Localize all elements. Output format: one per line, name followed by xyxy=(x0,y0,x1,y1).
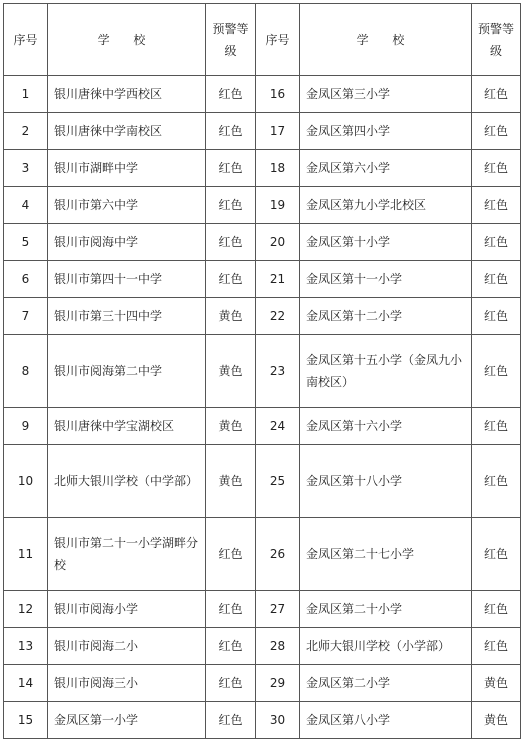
cell-school: 银川市第三十四中学 xyxy=(48,298,206,335)
table-row xyxy=(4,335,521,408)
cell-school: 金凤区第四小学 xyxy=(300,113,472,150)
table-row xyxy=(4,665,521,702)
cell-seq: 21 xyxy=(256,261,300,298)
cell-seq: 23 xyxy=(256,335,300,408)
cell-level: 红色 xyxy=(206,150,256,187)
cell-level: 红色 xyxy=(472,76,521,113)
header-level-right: 预警等级 xyxy=(472,4,521,76)
cell-school: 银川市阅海二小 xyxy=(48,628,206,665)
cell-level: 红色 xyxy=(206,591,256,628)
cell-seq: 7 xyxy=(4,298,48,335)
table-row xyxy=(4,113,521,150)
table-row xyxy=(4,298,521,335)
cell-seq: 3 xyxy=(4,150,48,187)
cell-level: 黄色 xyxy=(472,665,521,702)
cell-school: 银川市第二十一小学湖畔分校 xyxy=(48,518,206,591)
cell-school: 金凤区第二小学 xyxy=(300,665,472,702)
cell-level: 黄色 xyxy=(206,408,256,445)
cell-seq: 15 xyxy=(4,702,48,739)
cell-level: 红色 xyxy=(206,224,256,261)
table-body xyxy=(4,76,521,739)
cell-school: 银川市阅海第二中学 xyxy=(48,335,206,408)
cell-seq: 5 xyxy=(4,224,48,261)
cell-school: 银川市阅海中学 xyxy=(48,224,206,261)
cell-level: 红色 xyxy=(472,298,521,335)
cell-school: 银川唐徕中学宝湖校区 xyxy=(48,408,206,445)
cell-school: 金凤区第十一小学 xyxy=(300,261,472,298)
cell-level: 红色 xyxy=(472,224,521,261)
cell-level: 红色 xyxy=(472,113,521,150)
cell-school: 金凤区第十小学 xyxy=(300,224,472,261)
cell-seq: 13 xyxy=(4,628,48,665)
cell-school: 北师大银川学校（中学部） xyxy=(48,445,206,518)
cell-school: 银川唐徕中学西校区 xyxy=(48,76,206,113)
cell-level: 红色 xyxy=(472,445,521,518)
cell-school: 金凤区第十八小学 xyxy=(300,445,472,518)
cell-seq: 30 xyxy=(256,702,300,739)
cell-level: 红色 xyxy=(206,76,256,113)
cell-school: 金凤区第二十小学 xyxy=(300,591,472,628)
cell-seq: 9 xyxy=(4,408,48,445)
cell-level: 红色 xyxy=(206,665,256,702)
cell-school: 金凤区第二十七小学 xyxy=(300,518,472,591)
cell-level: 红色 xyxy=(206,702,256,739)
cell-seq: 19 xyxy=(256,187,300,224)
cell-school: 金凤区第六小学 xyxy=(300,150,472,187)
cell-school: 金凤区第八小学 xyxy=(300,702,472,739)
table-row xyxy=(4,76,521,113)
cell-seq: 29 xyxy=(256,665,300,702)
cell-school: 银川市湖畔中学 xyxy=(48,150,206,187)
cell-level: 红色 xyxy=(472,591,521,628)
cell-school: 金凤区第十二小学 xyxy=(300,298,472,335)
cell-level: 黄色 xyxy=(206,445,256,518)
cell-seq: 2 xyxy=(4,113,48,150)
cell-seq: 28 xyxy=(256,628,300,665)
header-school-right: 学 校 xyxy=(300,4,472,76)
cell-seq: 22 xyxy=(256,298,300,335)
table-row xyxy=(4,187,521,224)
cell-level: 红色 xyxy=(472,518,521,591)
table-row xyxy=(4,518,521,591)
header-school-left: 学 校 xyxy=(48,4,206,76)
cell-level: 红色 xyxy=(472,628,521,665)
header-seq-left: 序号 xyxy=(4,4,48,76)
cell-level: 红色 xyxy=(206,187,256,224)
cell-school: 金凤区第一小学 xyxy=(48,702,206,739)
table-row xyxy=(4,445,521,518)
cell-school: 金凤区第十五小学（金凤九小南校区） xyxy=(300,335,472,408)
header-level-left: 预警等级 xyxy=(206,4,256,76)
cell-seq: 12 xyxy=(4,591,48,628)
cell-level: 红色 xyxy=(472,408,521,445)
cell-level: 黄色 xyxy=(472,702,521,739)
cell-seq: 11 xyxy=(4,518,48,591)
cell-level: 红色 xyxy=(472,261,521,298)
table-row xyxy=(4,591,521,628)
cell-level: 红色 xyxy=(206,628,256,665)
cell-school: 银川市阅海小学 xyxy=(48,591,206,628)
table-row xyxy=(4,408,521,445)
cell-level: 红色 xyxy=(472,335,521,408)
table-row xyxy=(4,150,521,187)
cell-level: 红色 xyxy=(206,113,256,150)
cell-school: 金凤区第三小学 xyxy=(300,76,472,113)
cell-seq: 20 xyxy=(256,224,300,261)
cell-school: 金凤区第十六小学 xyxy=(300,408,472,445)
cell-level: 红色 xyxy=(206,518,256,591)
cell-seq: 26 xyxy=(256,518,300,591)
cell-seq: 25 xyxy=(256,445,300,518)
cell-seq: 14 xyxy=(4,665,48,702)
cell-seq: 18 xyxy=(256,150,300,187)
cell-level: 红色 xyxy=(206,261,256,298)
table-row xyxy=(4,628,521,665)
cell-seq: 24 xyxy=(256,408,300,445)
table-row xyxy=(4,224,521,261)
cell-level: 黄色 xyxy=(206,298,256,335)
cell-school: 银川市第四十一中学 xyxy=(48,261,206,298)
cell-level: 红色 xyxy=(472,187,521,224)
cell-seq: 6 xyxy=(4,261,48,298)
cell-school: 金凤区第九小学北校区 xyxy=(300,187,472,224)
cell-school: 银川市第六中学 xyxy=(48,187,206,224)
cell-level: 黄色 xyxy=(206,335,256,408)
table-row xyxy=(4,261,521,298)
cell-school: 银川市阅海三小 xyxy=(48,665,206,702)
table-header-row xyxy=(4,4,521,76)
cell-school: 银川唐徕中学南校区 xyxy=(48,113,206,150)
cell-seq: 16 xyxy=(256,76,300,113)
cell-seq: 8 xyxy=(4,335,48,408)
cell-seq: 10 xyxy=(4,445,48,518)
cell-school: 北师大银川学校（小学部） xyxy=(300,628,472,665)
warning-schools-table xyxy=(3,3,521,739)
cell-seq: 1 xyxy=(4,76,48,113)
table-row xyxy=(4,702,521,739)
cell-seq: 4 xyxy=(4,187,48,224)
header-seq-right: 序号 xyxy=(256,4,300,76)
cell-level: 红色 xyxy=(472,150,521,187)
cell-seq: 17 xyxy=(256,113,300,150)
cell-seq: 27 xyxy=(256,591,300,628)
